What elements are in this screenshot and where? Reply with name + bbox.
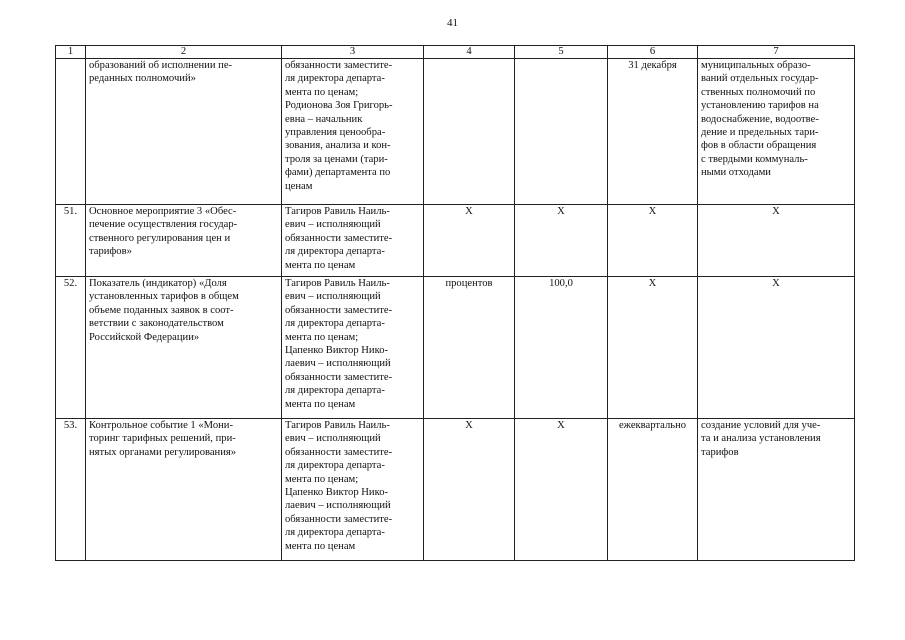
header-col-3: 3 bbox=[282, 46, 424, 59]
table-row bbox=[56, 277, 855, 419]
row-number: 52. bbox=[56, 277, 86, 419]
row-number: 51. bbox=[56, 205, 86, 277]
header-row bbox=[56, 46, 855, 59]
row-name: Основное мероприятие 3 «Обес- печение осуществления государ- ственного регулирования цен и тарифов» bbox=[86, 205, 282, 277]
header-col-7: 7 bbox=[698, 46, 855, 59]
plan-table bbox=[55, 45, 855, 561]
row-unit: Х bbox=[424, 205, 515, 277]
header-col-1: 1 bbox=[56, 46, 86, 59]
row-responsible: Тагиров Равиль Наиль- евич – исполняющий обязанности заместите- ля директора департа- мента по ценам bbox=[282, 205, 424, 277]
row-unit bbox=[424, 59, 515, 205]
row-result: Х bbox=[698, 205, 855, 277]
row-unit: процентов bbox=[424, 277, 515, 419]
row-result: создание условий для уче- та и анализа установления тарифов bbox=[698, 419, 855, 561]
row-deadline: Х bbox=[608, 277, 698, 419]
row-value: 100,0 bbox=[515, 277, 608, 419]
row-number: 53. bbox=[56, 419, 86, 561]
header-col-5: 5 bbox=[515, 46, 608, 59]
row-number bbox=[56, 59, 86, 205]
row-name: образований об исполнении пе- реданных полномочий» bbox=[86, 59, 282, 205]
row-responsible: Тагиров Равиль Наиль- евич – исполняющий обязанности заместите- ля директора департа- мента по ценам; Цапенко Виктор Нико- лаевич – исполняющий обязанности заместите- ля директора департа- мента по ценам bbox=[282, 419, 424, 561]
table-row bbox=[56, 205, 855, 277]
row-responsible: обязанности заместите- ля директора департа- мента по ценам; Родионова Зоя Григорь- евна – начальник управления ценообра- зования, анализа и кон- троля за ценами (тари- фами) департамента по ценам bbox=[282, 59, 424, 205]
row-result: муниципальных образо- ваний отдельных государ- ственных полномочий по установлению тарифов на водоснабжение, водоотве- дение и предельных тари- фов в области обращения с твердыми коммуналь- ными отходами bbox=[698, 59, 855, 205]
table-row bbox=[56, 419, 855, 561]
row-name: Контрольное событие 1 «Мони- торинг тарифных решений, при- нятых органами регулирования» bbox=[86, 419, 282, 561]
row-name: Показатель (индикатор) «Доля установленных тарифов в общем объеме поданных заявок в соот- ветствии с законодательством Российской Федерации» bbox=[86, 277, 282, 419]
row-deadline: 31 декабря bbox=[608, 59, 698, 205]
header-col-2: 2 bbox=[86, 46, 282, 59]
page-number: 41 bbox=[447, 17, 458, 29]
row-deadline: Х bbox=[608, 205, 698, 277]
row-value bbox=[515, 59, 608, 205]
row-responsible: Тагиров Равиль Наиль- евич – исполняющий обязанности заместите- ля директора департа- мента по ценам; Цапенко Виктор Нико- лаевич – исполняющий обязанности заместите- ля директора департа- мента по ценам bbox=[282, 277, 424, 419]
row-value: Х bbox=[515, 205, 608, 277]
row-unit: Х bbox=[424, 419, 515, 561]
table-row bbox=[56, 59, 855, 205]
header-col-4: 4 bbox=[424, 46, 515, 59]
row-deadline: ежеквартально bbox=[608, 419, 698, 561]
row-value: Х bbox=[515, 419, 608, 561]
header-col-6: 6 bbox=[608, 46, 698, 59]
row-result: Х bbox=[698, 277, 855, 419]
